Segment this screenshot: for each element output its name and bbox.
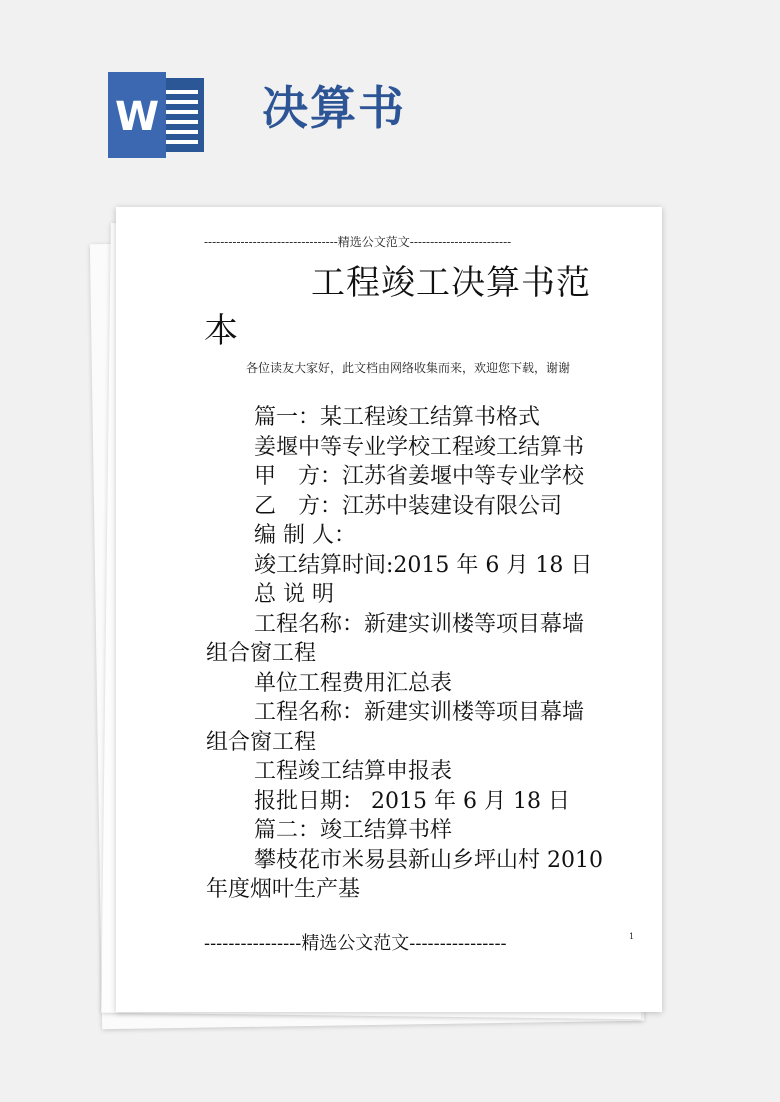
body-line: 编 制 人： — [254, 523, 356, 548]
footer-rule: ----------------精选公文范文---------------- — [204, 933, 507, 954]
body-line: 工程名称：新建实训楼等项目幕墙 — [254, 611, 585, 637]
body-line: 工程名称：新建实训楼等项目幕墙 — [254, 700, 585, 725]
header-rule: ---------------------------------精选公文范文------------------------- — [204, 235, 512, 249]
body-line: 攀枝花市米易县新山乡坪山村 2010 — [254, 847, 603, 873]
document-title: 工程竣工决算书范 — [311, 263, 591, 303]
body-line: 篇二：竣工结算书样 — [254, 818, 453, 843]
body-line: 总 说 明 — [254, 582, 334, 607]
body-line: 组合窗工程 — [206, 641, 317, 666]
body-line: 竣工结算时间:2015 年 6 月 18 日 — [254, 552, 593, 578]
header-title: 决算书 — [262, 81, 406, 135]
body-line: 乙 方：江苏中装建设有限公司 — [254, 493, 563, 519]
body-line: 组合窗工程 — [206, 729, 317, 755]
body-line: 工程竣工结算申报表 — [254, 759, 453, 784]
page-number: 1 — [629, 932, 635, 941]
body-line: 篇一：某工程竣工结算书格式 — [254, 405, 541, 430]
header-banner — [0, 0, 780, 190]
greeting-note: 各位读友大家好，此文档由网络收集而来，欢迎您下载，谢谢 — [246, 361, 571, 375]
document-title-continued: 本 — [204, 311, 238, 351]
document-body — [206, 403, 618, 905]
document-page — [116, 207, 662, 1012]
body-line: 姜堰中等专业学校工程竣工结算书 — [254, 434, 585, 460]
body-line: 年度烟叶生产基 — [206, 877, 361, 902]
body-line: 甲 方：江苏省姜堰中等专业学校 — [254, 464, 585, 489]
body-line: 单位工程费用汇总表 — [254, 670, 453, 696]
body-line: 报批日期： 2015 年 6 月 18 日 — [254, 788, 570, 814]
word-document-icon — [108, 72, 208, 158]
word-logo-letter: W — [114, 94, 160, 140]
